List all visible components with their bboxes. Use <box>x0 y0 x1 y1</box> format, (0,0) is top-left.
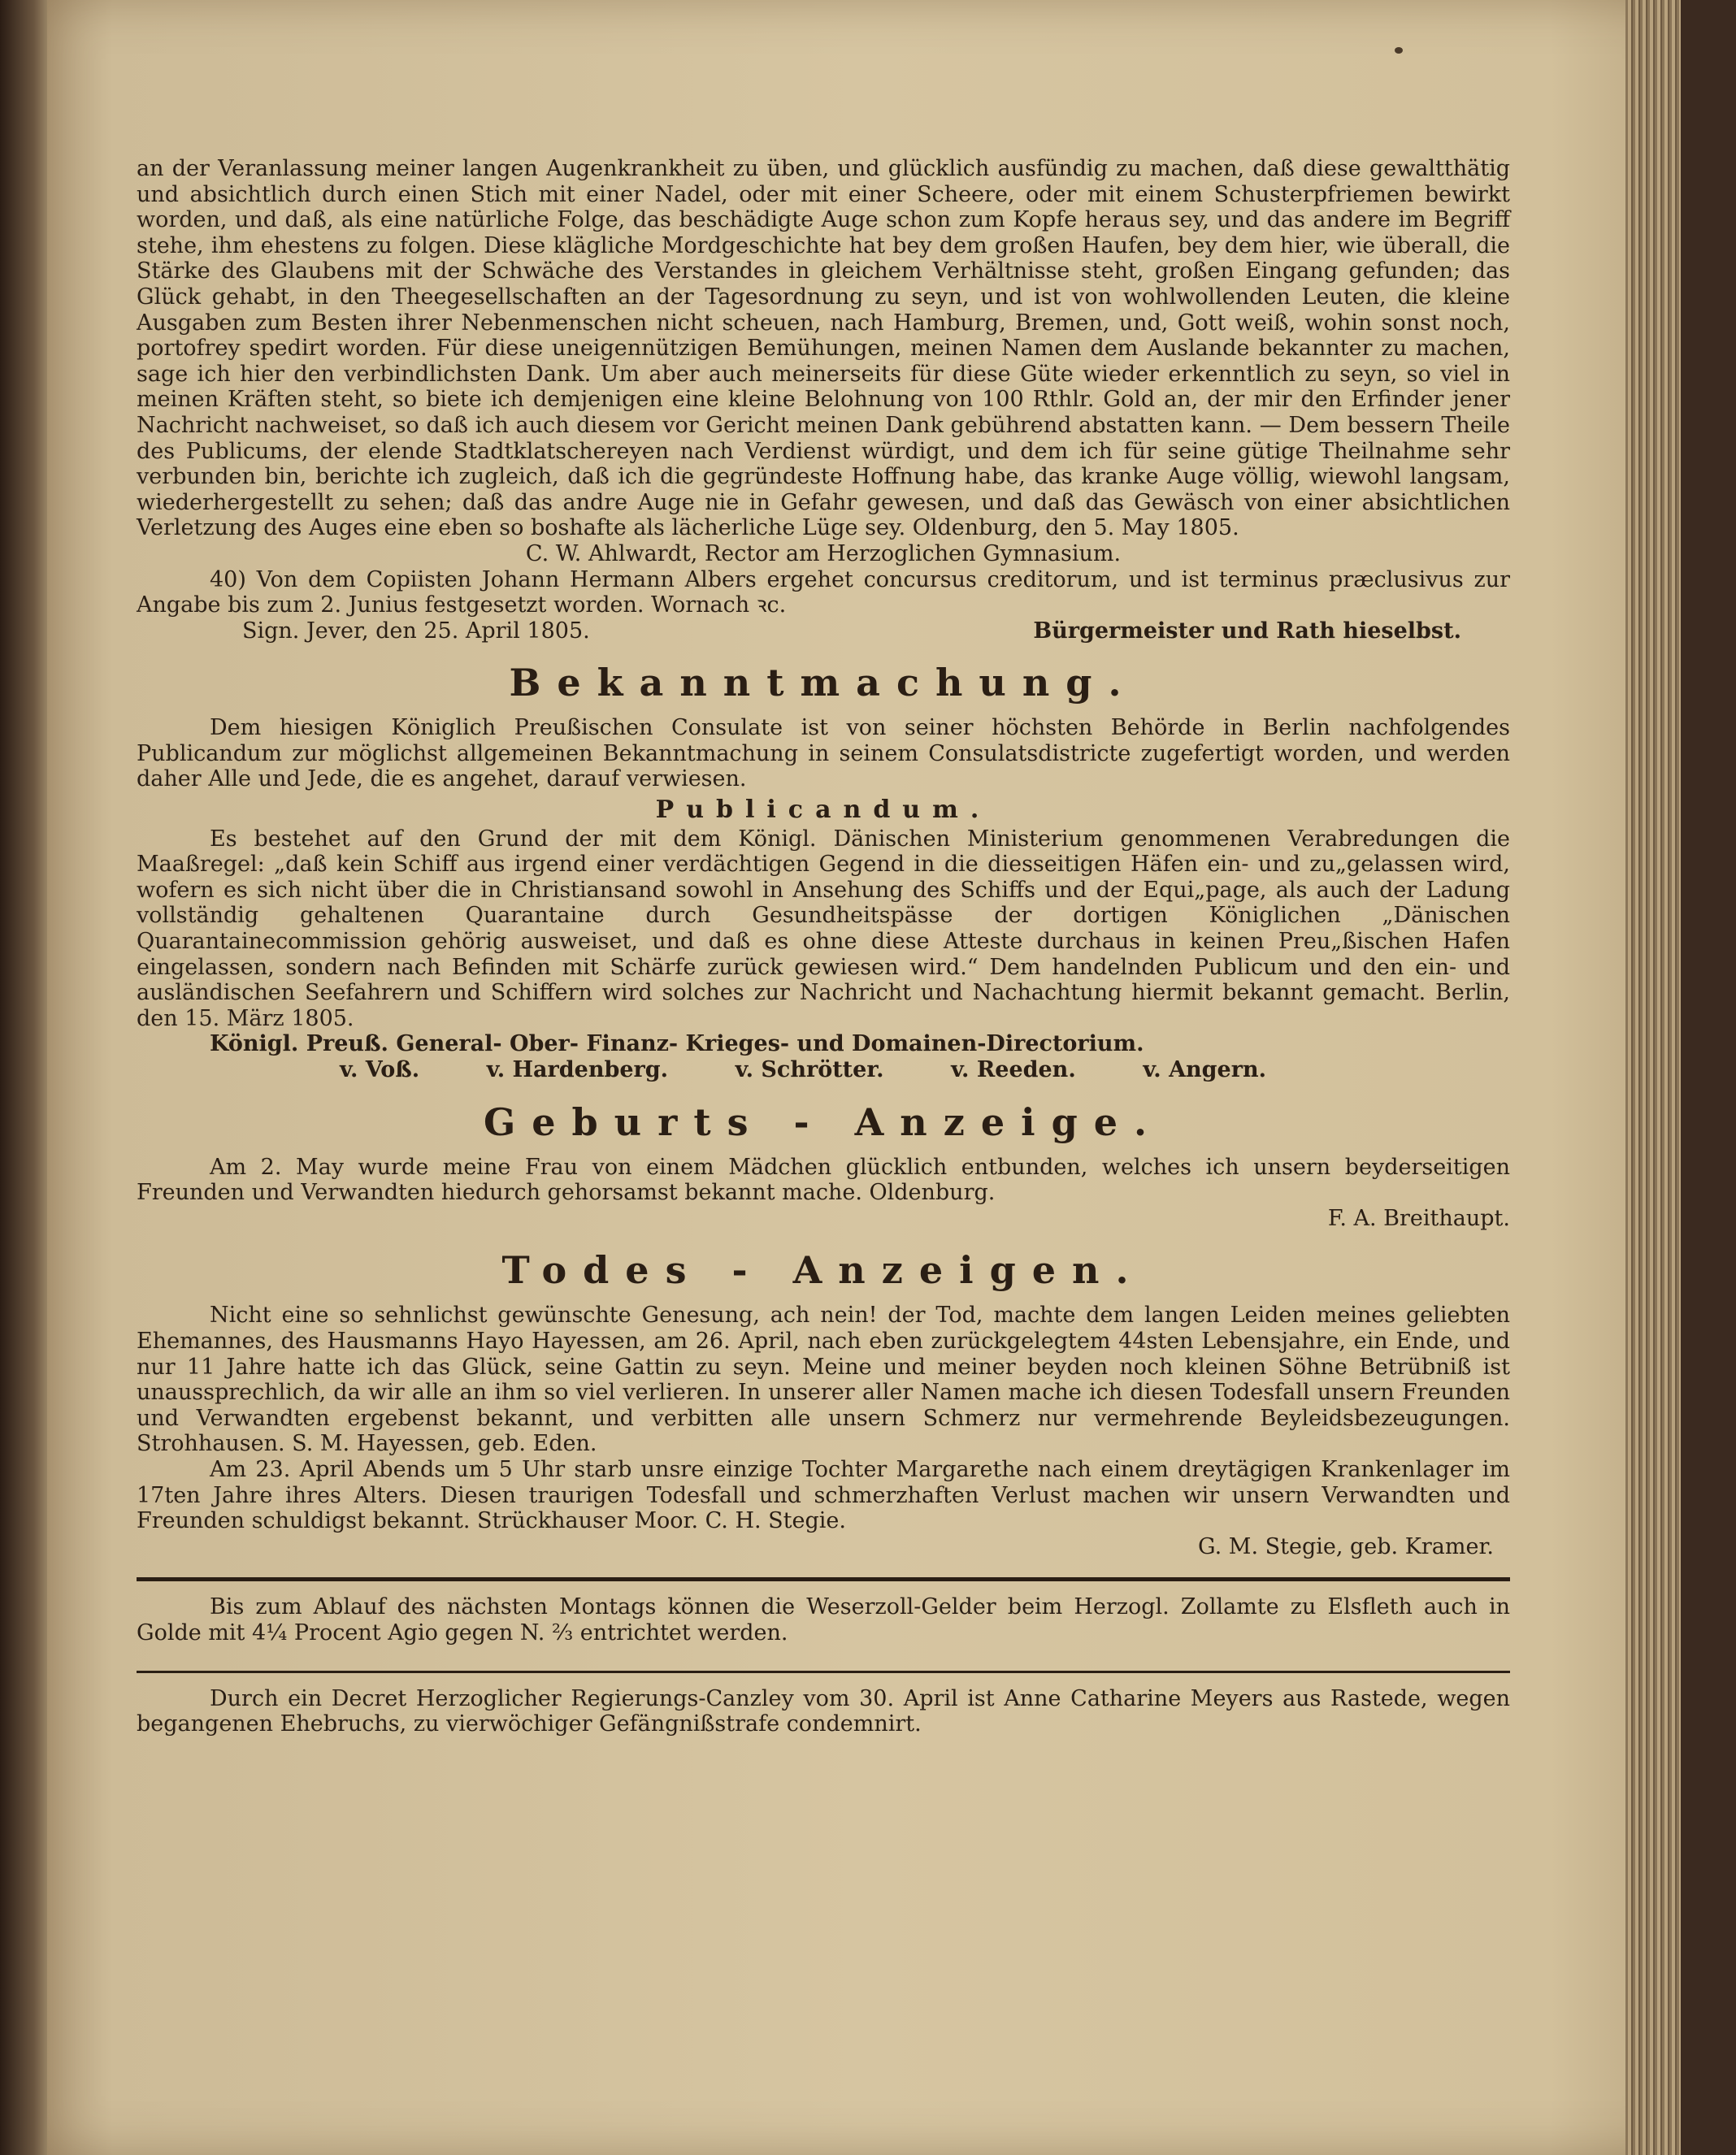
ink-mark <box>1395 47 1403 54</box>
signer: v. Angern. <box>1143 1057 1266 1082</box>
heading-publicandum: Publicandum. <box>655 796 992 825</box>
geburt-text: Am 2. May wurde meine Frau von einem Mädchen glücklich entbunden, welches ich unsern beyderseitigen Freunden und Verwandten hiedurch gehorsamst bekannt mache. Oldenburg. <box>137 1154 1510 1206</box>
decret-notice: Durch ein Decret Herzoglicher Regierungs-Canzley vom 30. April ist Anne Catharine Meyers aus Rastede, wegen begangenen Ehebruchs, zu vierwöchiger Gefängnißstrafe condemnirt. <box>137 1685 1510 1737</box>
todes-first: Nicht eine so sehnlichst gewünschte Genesung, ach nein! der Tod, machte dem langen Leiden meines geliebten Ehemannes, des Hausmanns Hayo Hayessen, am 26. April, nach eben zurückgelegtem 44sten Lebensjahre, ein Ende, und nur 11 Jahre hatte ich das Glück, seine Gattin zu seyn. Meine und meiner beyden noch kleinen Söhne Betrübniß ist unaussprechlich, da wir alle an ihm so viel verlieren. In unserer aller Namen mache ich diesen Todesfall unsern Freunden und Verwandten ergebenst bekannt, und verbitten alle unsern Schmerz nur vermehrende Beyleidsbezeugungen. Strohhausen. S. M. Hayessen, geb. Eden. <box>137 1303 1510 1457</box>
bekanntmachung-intro: Dem hiesigen Königlich Preußischen Consulate ist von seiner höchsten Behörde in Berlin nachfolgendes Publicandum zur möglichst allgemeinen Bekanntmachung in seinem Consulatsdistricte zugefertigt worden, und werden daher Alle und Jede, die es angehet, darauf verwiesen. <box>137 715 1510 792</box>
letter-signature: C. W. Ahlwardt, Rector am Herzoglichen Gymnasium. <box>525 540 1122 566</box>
todes-second: Am 23. April Abends um 5 Uhr starb unsre einzige Tochter Margarethe nach einem dreytägigen Krankenlager im 17ten Jahre ihres Alters. Diesen traurigen Todesfall und schmerzhaften Verlust machen wir unsern Verwandten und Freunden schuldigst bekannt. Strückhauser Moor. C. H. Stegie. <box>137 1456 1510 1534</box>
page-content <box>137 156 1510 1737</box>
signer: v. Voß. <box>340 1057 420 1082</box>
todes-second-signer2: G. M. Stegie, geb. Kramer. <box>1198 1533 1494 1559</box>
book-gutter <box>0 0 49 2155</box>
notice-40-sign-right: Bürgermeister und Rath hieselbst. <box>1033 618 1461 644</box>
heading-geburt: Geburts - Anzeige. <box>483 1099 1164 1144</box>
heading-todes: Todes - Anzeigen. <box>501 1248 1145 1293</box>
publicandum-signers <box>137 1057 1510 1083</box>
heading-bekanntmachung: Bekanntmachung. <box>509 661 1138 705</box>
signer: v. Schrötter. <box>735 1057 884 1082</box>
signer: v. Hardenberg. <box>486 1057 669 1082</box>
letter-text: an der Veranlassung meiner langen Augenkrankheit zu üben, und glücklich ausfündig zu machen, daß diese gewaltthätig und absichtlich durch einen Stich mit einer Nadel, oder mit einer Scheere, oder mit einem Schusterpfriemen bewirkt worden, und daß, als eine natürliche Folge, das beschädigte Auge schon zum Kopfe heraus sey, und das andere im Begriff stehe, ihm ehestens zu folgen. Diese klägliche Mordgeschichte hat bey dem großen Haufen, bey dem hier, wie überall, die Stärke des Glaubens mit der Schwäche des Verstandes in gleichem Verhältnisse steht, großen Eingang gefunden; das Glück gehabt, in den Theegesellschaften an der Tagesordnung zu seyn, und ist von wohlwollenden Leuten, die kleine Ausgaben zum Besten ihrer Nebenmenschen nicht scheuen, nach Hamburg, Bremen, und, Gott weiß, wohin sonst noch, portofrey spedirt worden. Für diese uneigennützigen Bemühungen, meinen Namen dem Auslande bekannter zu machen, sage ich hier den verbindlichsten Dank. Um aber auch meinerseits für diese Güte wieder erkenntlich zu seyn, so viel in meinen Kräften steht, so biete ich demjenigen eine kleine Belohnung von 100 Rthlr. Gold an, der mir den Erfinder jener Nachricht nachweiset, so daß ich auch diesem vor Gericht meinen Dank gebührend abstatten kann. — Dem bessern Theile des Publicums, der elende Stadtklatschereyen nach Verdienst würdigt, und dem ich für seine gütige Theilnahme sehr verbunden bin, berichte ich zugleich, daß ich die gegründeste Hoffnung habe, das kranke Auge völlig, wiewohl langsam, wiederhergestellt zu sehen; daß das andre Auge nie in Gefahr gewesen, und daß das Gewäsch von einer absichtlichen Verletzung des Auges eine eben so boshafte als lächerliche Lüge sey. Oldenburg, den 5. May 1805. <box>137 156 1510 541</box>
geburt-signer: F. A. Breithaupt. <box>1327 1205 1510 1231</box>
notice-40-sign-left: Sign. Jever, den 25. April 1805. <box>242 618 590 644</box>
signer: v. Reeden. <box>951 1057 1076 1082</box>
notice-40: 40) Von dem Copiisten Johann Hermann Albers ergehet concursus creditorum, und ist terminus præclusivus zur Angabe bis zum 2. Junius festgesetzt worden. Wornach ꝛc. <box>137 566 1510 618</box>
notice-40-signature-row <box>137 618 1510 644</box>
publicandum-body: Es bestehet auf den Grund der mit dem Königl. Dänischen Ministerium genommenen Verabredungen die Maaßregel: „daß kein Schiff aus irgend einer verdächtigen Gegend in die diesseitigen Häfen ein- und zu„gelassen wird, wofern es sich nicht über die in Christiansand sowohl in Ansehung des Schiffs und der Equi„page, als auch der Ladung vollständig gehaltenen Quarantaine durch Gesundheitspässe der dortigen Königlichen „Dänischen Quarantainecommission gehörig ausweiset, und daß es ohne diese Atteste durchaus in keinen Preu„ßischen Hafen eingelassen, sondern nach Befinden mit Schärfe zurück gewiesen wird.“ Dem handelnden Publicum und den ein- und ausländischen Seefahrern und Schiffern wird solches zur Nachricht und Nachachtung hiermit bekannt gemacht. Berlin, den 15. März 1805. <box>137 826 1510 1031</box>
zoll-notice: Bis zum Ablauf des nächsten Montags können die Weserzoll-Gelder beim Herzogl. Zollamte zu Elsfleth auch in Golde mit 4¼ Procent Agio gegen N. ⅔ entrichtet werden. <box>137 1594 1510 1646</box>
publicandum-authority: Königl. Preuß. General- Ober- Finanz- Krieges- und Domainen-Directorium. <box>210 1031 1144 1057</box>
divider-rule-2 <box>137 1671 1510 1673</box>
divider-rule <box>137 1577 1510 1581</box>
page-edges <box>1625 0 1681 2155</box>
